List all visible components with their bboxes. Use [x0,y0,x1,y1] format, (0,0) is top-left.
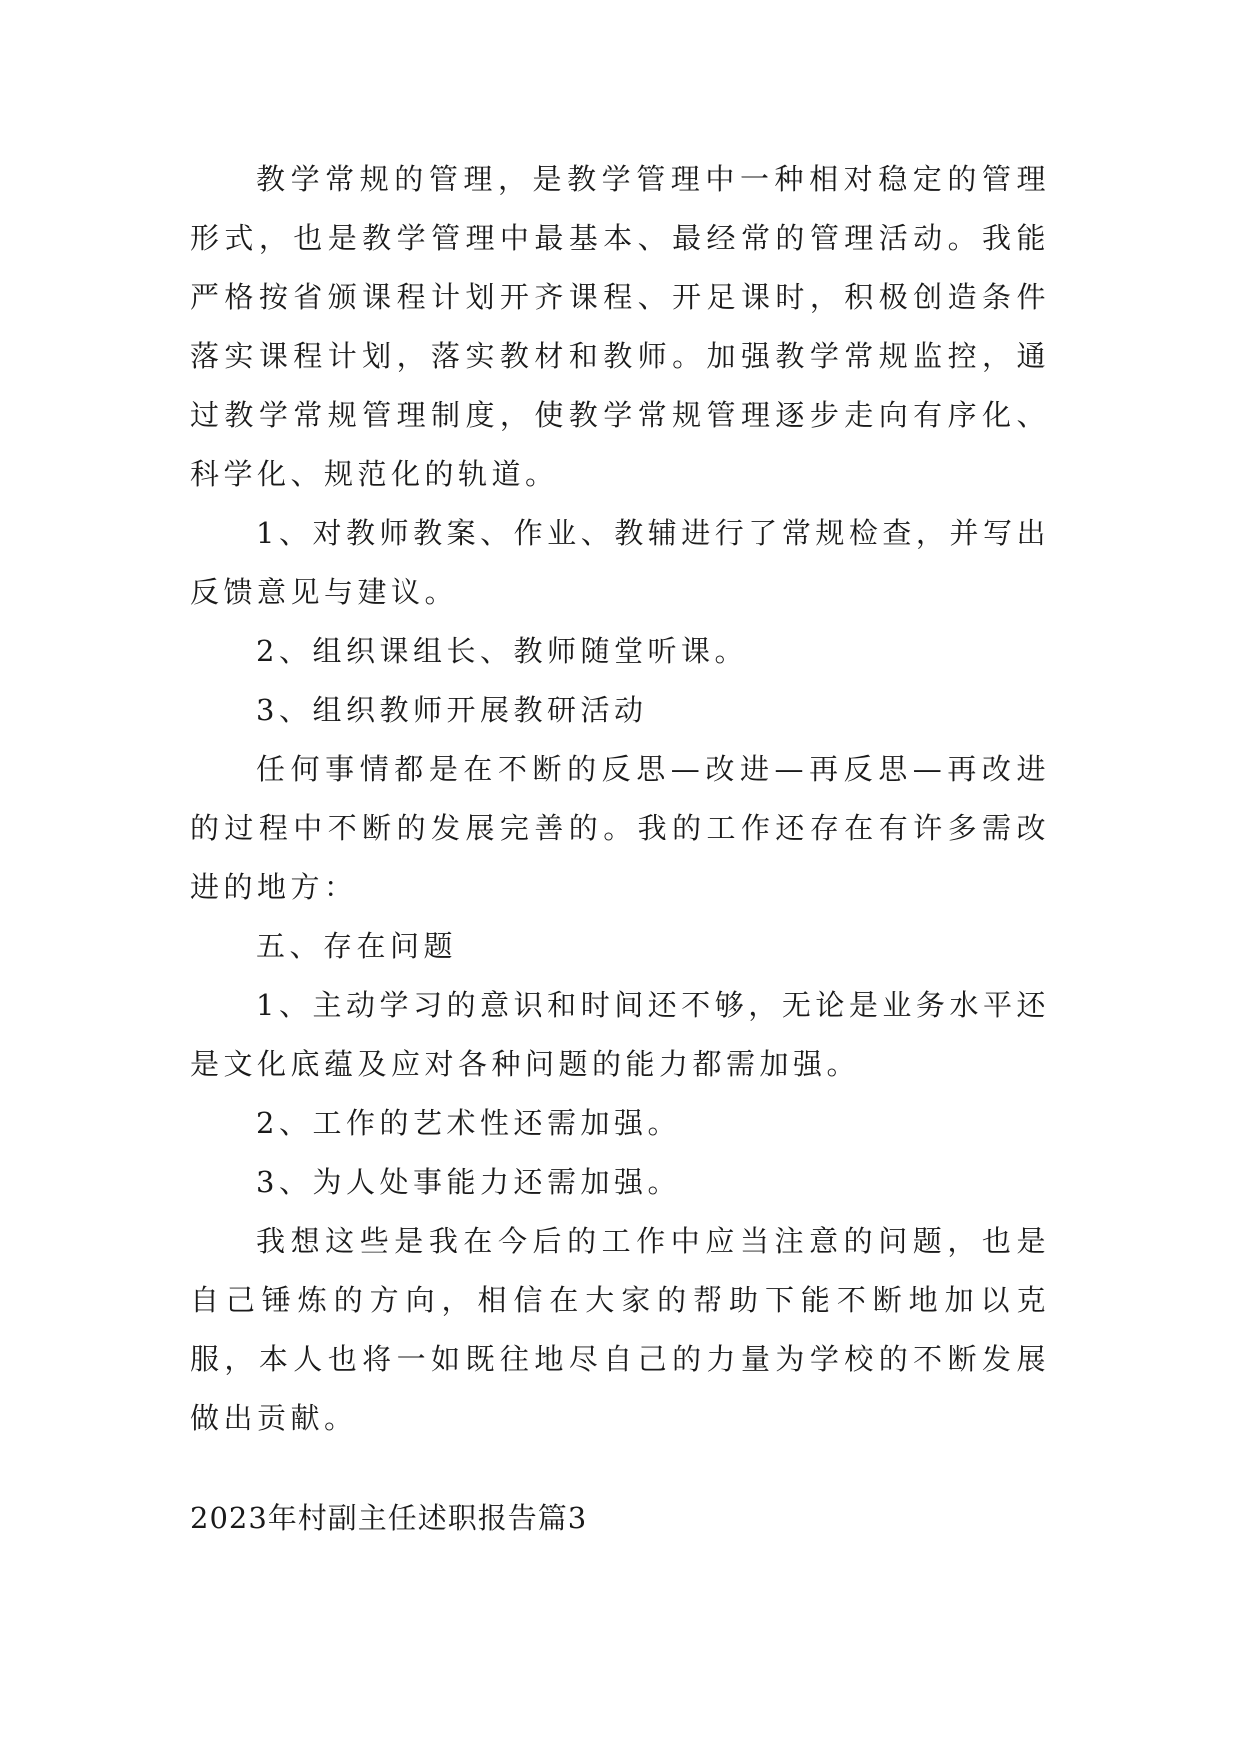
paragraph-problem-1: 1、主动学习的意识和时间还不够，无论是业务水平还是文化底蕴及应对各种问题的能力都需加强。 [190,988,1050,1081]
paragraph-item-3-research-activity: 3、组织教师开展教研活动 [256,693,648,727]
paragraph-problem-3: 3、为人处事能力还需加强。 [256,1165,681,1199]
paragraph-problem-2: 2、工作的艺术性还需加强。 [256,1106,681,1140]
paragraph-conclusion: 我想这些是我在今后的工作中应当注意的问题，也是自己锤炼的方向，相信在大家的帮助下能不断地加以克服，本人也将一如既往地尽自己的力量为学校的不断发展做出贡献。 [190,1224,1050,1435]
paragraph-teaching-routine: 教学常规的管理，是教学管理中一种相对稳定的管理形式，也是教学管理中最基本、最经常的管理活动。我能严格按省颁课程计划开齐课程、开足课时，积极创造条件落实课程计划，落实教材和教师。加强教学常规监控，通过教学常规管理制度，使教学常规管理逐步走向有序化、科学化、规范化的轨道。 [190,162,1050,491]
paragraph-item-1-inspection: 1、对教师教案、作业、教辅进行了常规检查，并写出反馈意见与建议。 [190,516,1050,609]
paragraph-item-2-lesson-observation: 2、组织课组长、教师随堂听课。 [256,634,748,668]
paragraph-heading-problems: 五、存在问题 [256,929,458,963]
document-body [190,150,1050,1448]
section-title: 2023年村副主任述职报告篇3 [190,1501,588,1535]
paragraph-reflection: 任何事情都是在不断的反思—改进—再反思—再改进的过程中不断的发展完善的。我的工作还存在有许多需改进的地方： [190,752,1050,904]
